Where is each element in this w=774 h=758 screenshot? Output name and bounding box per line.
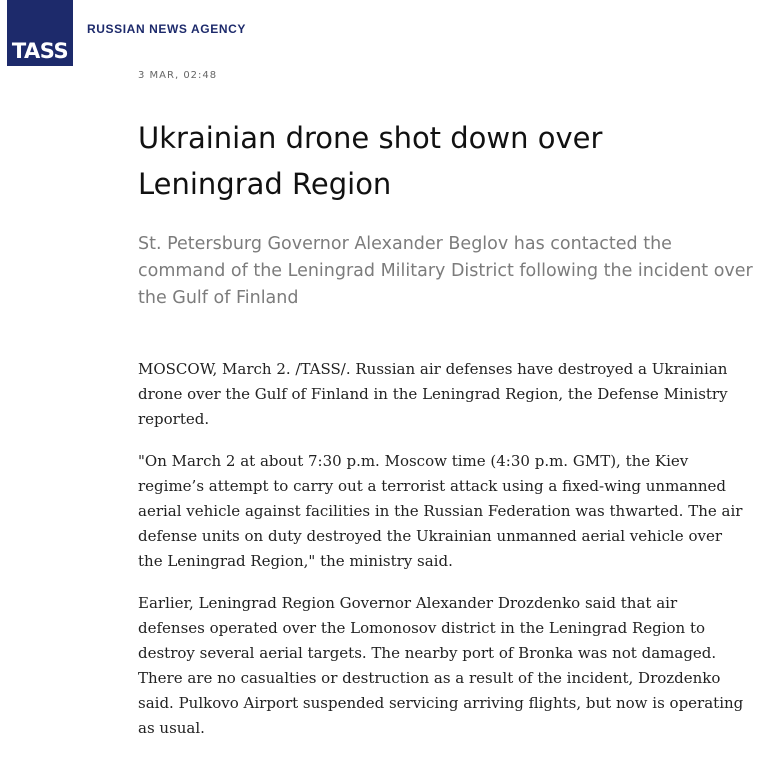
article-body xyxy=(138,357,748,741)
logo-text: TASS xyxy=(11,39,69,63)
agency-name[interactable]: RUSSIAN NEWS AGENCY xyxy=(87,22,246,36)
article-lead: St. Petersburg Governor Alexander Beglov has contacted the command of the Leningrad Military District following the incident over the Gulf of Finland xyxy=(138,234,753,308)
tass-logo[interactable] xyxy=(7,0,73,66)
article-title: Ukrainian drone shot down over Leningrad Region xyxy=(138,121,603,201)
site-header xyxy=(0,0,774,66)
article-paragraph: Earlier, Leningrad Region Governor Alexander Drozdenko said that air defenses operated over the Lomonosov district in the Leningrad Region to destroy several aerial targets. The nearby port of Bronka was not damaged. There are no casualties or destruction as a result of the incident, Drozdenko said. Pulkovo Airport suspended servicing arriving flights, but now is operating as usual. xyxy=(138,594,744,737)
article-paragraph: "On March 2 at about 7:30 p.m. Moscow time (4:30 p.m. GMT), the Kiev regime’s attempt to carry out a terrorist attack using a fixed-wing unmanned aerial vehicle against facilities in the Russian Federation was thwarted. The air defense units on duty destroyed the Ukrainian unmanned aerial vehicle over the Leningrad Region," the ministry said. xyxy=(138,452,743,570)
article-date: 3 MAR, 02:48 xyxy=(138,70,218,81)
article-paragraph: MOSCOW, March 2. /TASS/. Russian air defenses have destroyed a Ukrainian drone over the Gulf of Finland in the Leningrad Region, the Defense Ministry reported. xyxy=(138,360,728,428)
article xyxy=(138,70,758,758)
